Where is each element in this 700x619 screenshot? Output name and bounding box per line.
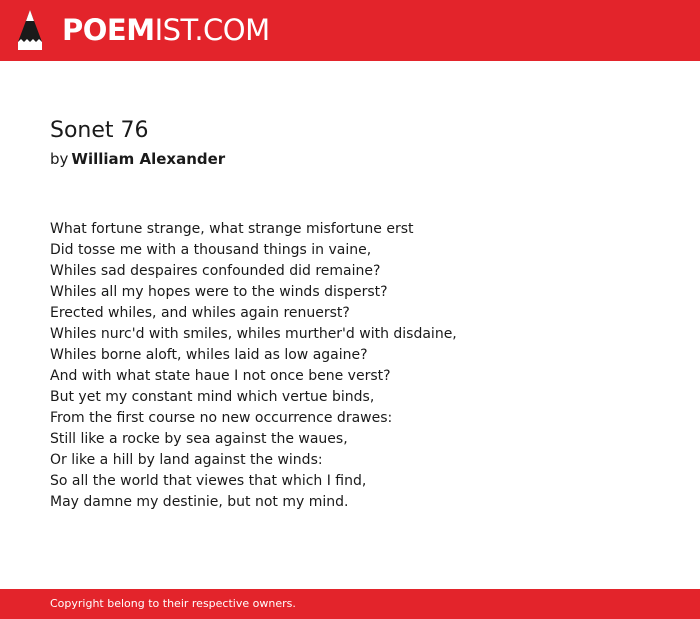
site-logo[interactable] [62, 12, 270, 48]
poem-line: Erected whiles, and whiles again renuerst? [50, 305, 350, 321]
poem-line: And with what state haue I not once bene verst? [50, 368, 391, 384]
site-header [0, 0, 700, 61]
poem-line: Whiles nurc'd with smiles, whiles murther'd with disdaine, [50, 326, 457, 342]
poem-line: Or like a hill by land against the winds: [50, 452, 323, 468]
site-footer [0, 589, 700, 619]
poem-line: But yet my constant mind which vertue binds, [50, 389, 375, 405]
poem-line: So all the world that viewes that which I find, [50, 473, 367, 489]
poem-line: Whiles sad despaires confounded did remaine? [50, 263, 381, 279]
logo-text-bold: POEM [62, 13, 155, 47]
poem-line: Whiles all my hopes were to the winds disperst? [50, 284, 388, 300]
poem-body [50, 219, 457, 513]
poem-byline [50, 149, 225, 169]
poem-line: What fortune strange, what strange misfortune erst [50, 221, 414, 237]
copyright-notice: Copyright belong to their respective owners. [50, 597, 296, 610]
poem-line: Still like a rocke by sea against the waues, [50, 431, 348, 447]
logo-text-light: IST.COM [154, 13, 270, 47]
poem-line: From the first course no new occurrence drawes: [50, 410, 393, 426]
byline-prefix: by [50, 150, 69, 168]
poem-line: Did tosse me with a thousand things in vaine, [50, 242, 372, 258]
pencil-tip-icon[interactable] [17, 9, 43, 51]
poem-line: Whiles borne aloft, whiles laid as low againe? [50, 347, 368, 363]
poem-line: May damne my destinie, but not my mind. [50, 494, 349, 510]
poem-author: William Alexander [71, 150, 226, 168]
poem-title: Sonet 76 [50, 118, 149, 143]
